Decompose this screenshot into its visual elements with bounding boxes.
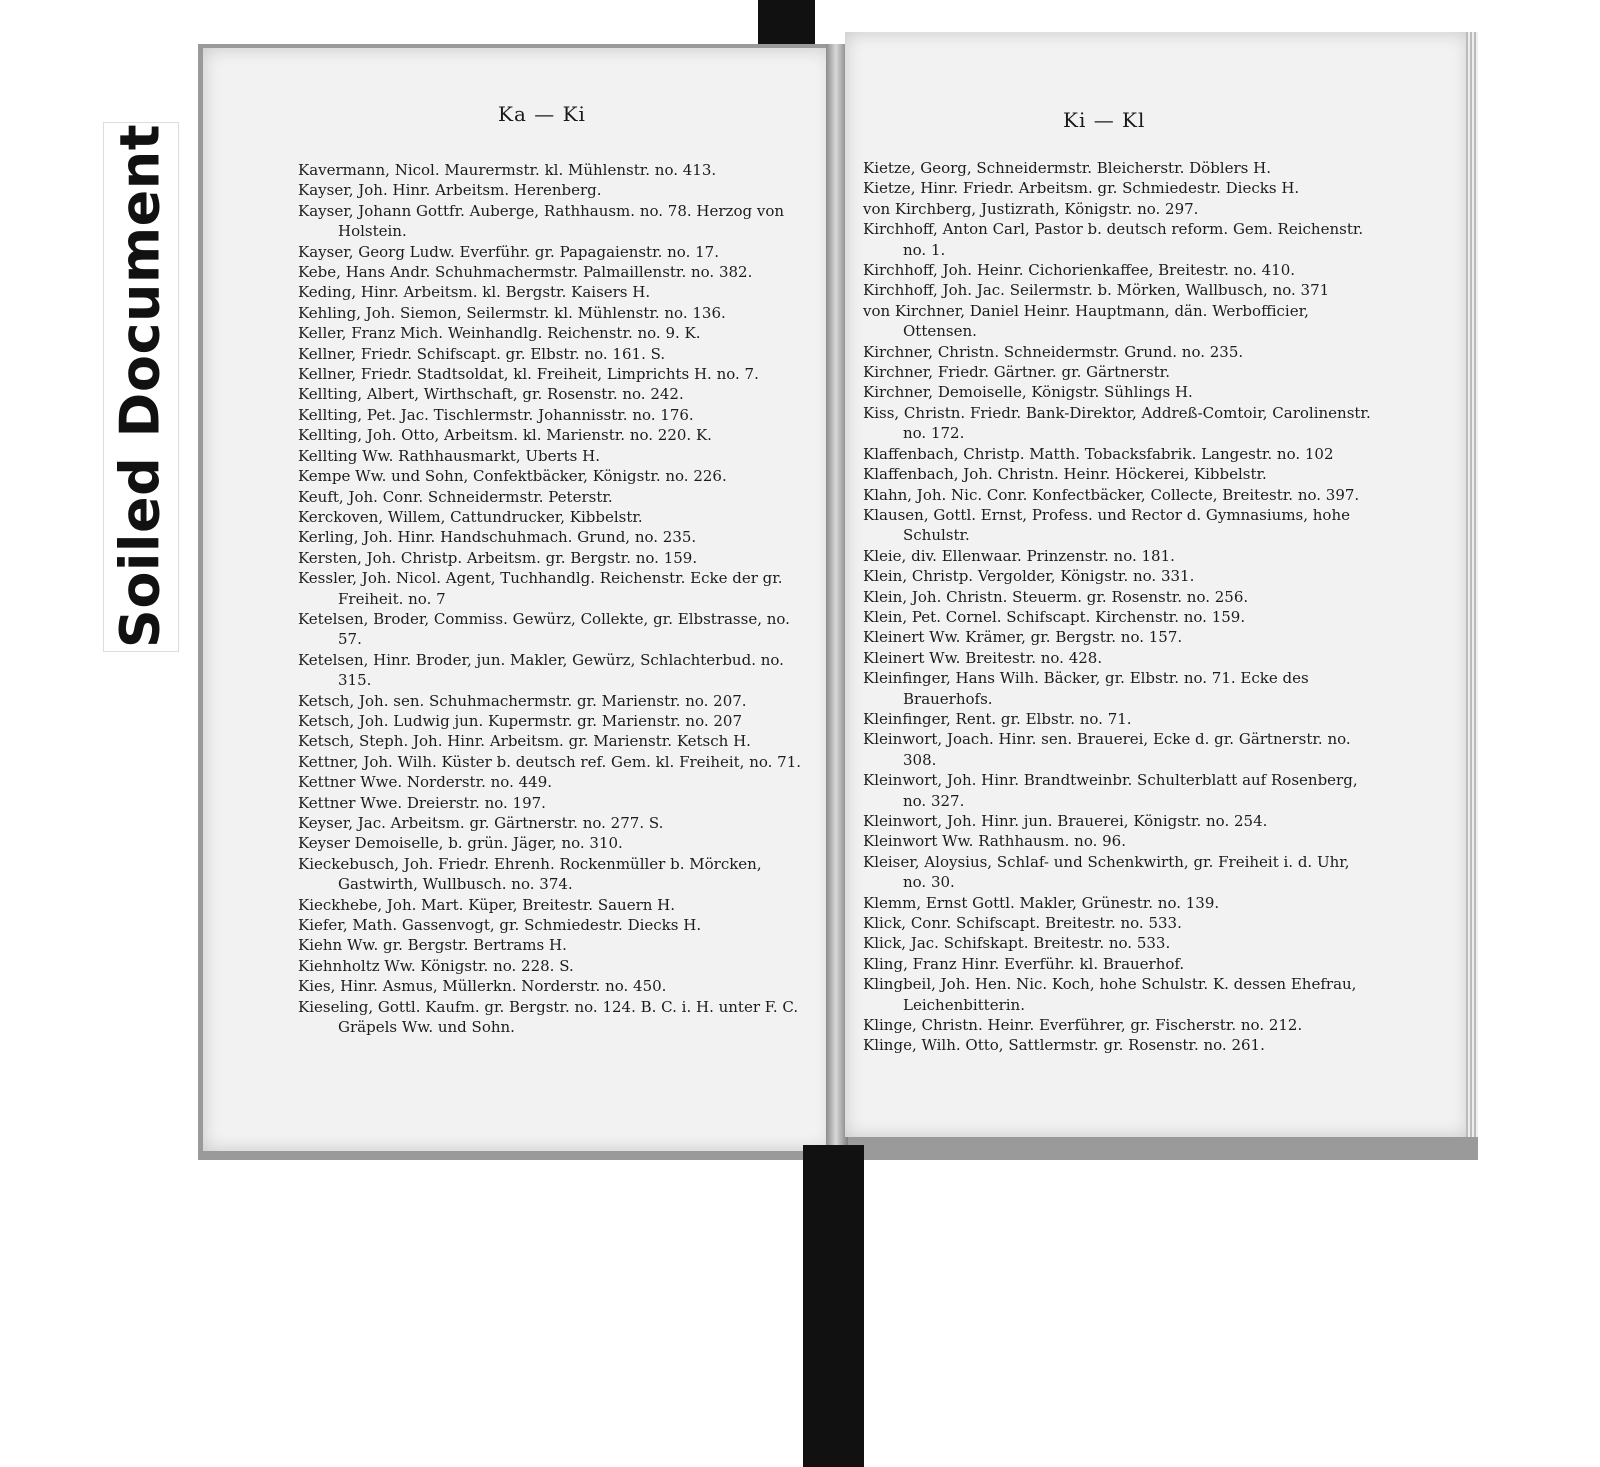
right-page (845, 32, 1469, 1137)
right-entry-list (863, 158, 1373, 1056)
directory-entry: Kleie, div. Ellenwaar. Prinzenstr. no. 181. (863, 546, 1175, 565)
directory-entry: von Kirchner, Daniel Heinr. Hauptmann, dän. Werbofficier, Ottensen. (863, 301, 1309, 341)
directory-entry: Keller, Franz Mich. Weinhandlg. Reichenstr. no. 9. K. (298, 324, 701, 343)
page-edges (1466, 32, 1478, 1137)
directory-entry: Kellner, Friedr. Stadtsoldat, kl. Freiheit, Limprichts H. no. 7. (298, 365, 759, 384)
directory-entry: Keuft, Joh. Conr. Schneidermstr. Peterstr. (298, 487, 613, 506)
directory-entry: Kieckebusch, Joh. Friedr. Ehrenh. Rockenmüller b. Mörcken, Gastwirth, Wullbusch. no. 374. (298, 854, 762, 894)
directory-entry: Klein, Pet. Cornel. Schifscapt. Kirchenstr. no. 159. (863, 607, 1246, 626)
directory-entry: Kehling, Joh. Siemon, Seilermstr. kl. Mühlenstr. no. 136. (298, 303, 726, 322)
directory-entry: Kellner, Friedr. Schifscapt. gr. Elbstr. no. 161. S. (298, 344, 666, 363)
directory-entry: Kleinwort Ww. Rathhausm. no. 96. (863, 832, 1126, 851)
directory-entry: Kietze, Hinr. Friedr. Arbeitsm. gr. Schmiedestr. Diecks H. (863, 179, 1300, 198)
directory-entry: Kirchner, Christn. Schneidermstr. Grund. no. 235. (863, 342, 1244, 361)
directory-entry: von Kirchberg, Justizrath, Königstr. no. 297. (863, 199, 1199, 218)
directory-entry: Kettner Wwe. Norderstr. no. 449. (298, 773, 553, 792)
directory-entry: Kellting, Pet. Jac. Tischlermstr. Johannisstr. no. 176. (298, 405, 694, 424)
directory-entry: Ketelsen, Broder, Commiss. Gewürz, Collekte, gr. Elbstrasse, no. 57. (298, 609, 790, 649)
directory-entry: Kellting, Albert, Wirthschaft, gr. Rosenstr. no. 242. (298, 385, 684, 404)
directory-entry: Klaffenbach, Christp. Matth. Tobacksfabrik. Langestr. no. 102 (863, 444, 1334, 463)
directory-entry: Ketelsen, Hinr. Broder, jun. Makler, Gewürz, Schlachterbud. no. 315. (298, 650, 784, 690)
directory-entry: Kleinwort, Joach. Hinr. sen. Brauerei, Ecke d. gr. Gärtnerstr. no. 308. (863, 730, 1351, 769)
directory-entry: Kleinwort, Joh. Hinr. Brandtweinbr. Schulterblatt auf Rosenberg, no. 327. (863, 771, 1358, 810)
directory-entry: Klinge, Wilh. Otto, Sattlermstr. gr. Rosenstr. no. 261. (863, 1036, 1265, 1055)
directory-entry: Kies, Hinr. Asmus, Müllerkn. Norderstr. no. 450. (298, 977, 667, 996)
directory-entry: Kleiser, Aloysius, Schlaf- und Schenkwirth, gr. Freiheit i. d. Uhr, no. 30. (863, 852, 1350, 892)
directory-entry: Kleinfinger, Hans Wilh. Bäcker, gr. Elbstr. no. 71. Ecke des Brauerhofs. (863, 669, 1309, 708)
directory-entry: Klein, Joh. Christn. Steuerm. gr. Rosenstr. no. 256. (863, 587, 1249, 606)
binding-strip-bottom (803, 1145, 864, 1467)
directory-entry: Kebe, Hans Andr. Schuhmachermstr. Palmaillenstr. no. 382. (298, 263, 753, 282)
directory-entry: Kellting Ww. Rathhausmarkt, Uberts H. (298, 446, 600, 465)
directory-entry: Klick, Jac. Schifskapt. Breitestr. no. 533. (863, 934, 1171, 953)
directory-entry: Keding, Hinr. Arbeitsm. kl. Bergstr. Kaisers H. (298, 283, 651, 302)
directory-entry: Klingbeil, Joh. Hen. Nic. Koch, hohe Schulstr. K. dessen Ehefrau, Leichenbitterin. (863, 975, 1357, 1014)
directory-entry: Kiehn Ww. gr. Bergstr. Bertrams H. (298, 936, 567, 955)
directory-entry: Kieseling, Gottl. Kaufm. gr. Bergstr. no. 124. B. C. i. H. unter F. C. Gräpels Ww. und Sohn. (298, 997, 799, 1037)
directory-entry: Kerling, Joh. Hinr. Handschuhmach. Grund, no. 235. (298, 528, 697, 547)
directory-entry: Kempe Ww. und Sohn, Confektbäcker, Königstr. no. 226. (298, 467, 727, 486)
directory-entry: Kiss, Christn. Friedr. Bank-Direktor, Addreß-Comtoir, Carolinenstr. no. 172. (863, 403, 1371, 443)
directory-entry: Kleinfinger, Rent. gr. Elbstr. no. 71. (863, 709, 1132, 728)
left-page-header: Ka — Ki (498, 102, 586, 126)
directory-entry: Kayser, Georg Ludw. Everführ. gr. Papagaienstr. no. 17. (298, 242, 719, 261)
directory-entry: Kellting, Joh. Otto, Arbeitsm. kl. Marienstr. no. 220. K. (298, 426, 712, 445)
directory-entry: Kettner Wwe. Dreierstr. no. 197. (298, 793, 546, 812)
directory-entry: Ketsch, Joh. sen. Schuhmachermstr. gr. Marienstr. no. 207. (298, 691, 747, 710)
directory-entry: Kiefer, Math. Gassenvogt, gr. Schmiedestr. Diecks H. (298, 916, 702, 935)
directory-entry: Kavermann, Nicol. Maurermstr. kl. Mühlenstr. no. 413. (298, 161, 717, 179)
directory-entry: Kirchner, Demoiselle, Königstr. Sühlings H. (863, 383, 1193, 402)
directory-entry: Kersten, Joh. Christp. Arbeitsm. gr. Bergstr. no. 159. (298, 548, 698, 567)
directory-entry: Klahn, Joh. Nic. Conr. Konfectbäcker, Collecte, Breitestr. no. 397. (863, 485, 1360, 504)
directory-entry: Klick, Conr. Schifscapt. Breitestr. no. 533. (863, 914, 1182, 933)
directory-entry: Keyser Demoiselle, b. grün. Jäger, no. 310. (298, 834, 623, 853)
directory-entry: Klaffenbach, Joh. Christn. Heinr. Höckerei, Kibbelstr. (863, 465, 1267, 484)
left-entry-list (298, 160, 808, 1037)
directory-entry: Kirchhoff, Joh. Jac. Seilermstr. b. Mörken, Wallbusch, no. 371 (863, 281, 1330, 300)
directory-entry: Kayser, Joh. Hinr. Arbeitsm. Herenberg. (298, 181, 602, 200)
directory-entry: Kieckhebe, Joh. Mart. Küper, Breitestr. Sauern H. (298, 895, 676, 914)
directory-entry: Keyser, Jac. Arbeitsm. gr. Gärtnerstr. no. 277. S. (298, 814, 664, 832)
directory-entry: Kleinert Ww. Krämer, gr. Bergstr. no. 157. (863, 628, 1183, 647)
directory-entry: Kling, Franz Hinr. Everführ. kl. Brauerhof. (863, 954, 1185, 973)
right-page-header: Ki — Kl (1063, 108, 1146, 132)
directory-entry: Kleinwort, Joh. Hinr. jun. Brauerei, Königstr. no. 254. (863, 812, 1268, 830)
directory-entry: Kerckoven, Willem, Cattundrucker, Kibbelstr. (298, 507, 643, 526)
directory-entry: Ketsch, Steph. Joh. Hinr. Arbeitsm. gr. Marienstr. Ketsch H. (298, 732, 751, 751)
directory-entry: Kirchhoff, Anton Carl, Pastor b. deutsch reform. Gem. Reichenstr. no. 1. (863, 220, 1364, 259)
left-page (203, 48, 833, 1151)
soiled-document-label: Soiled Document (108, 123, 172, 649)
directory-entry: Kettner, Joh. Wilh. Küster b. deutsch ref. Gem. kl. Freiheit, no. 71. (298, 752, 802, 771)
directory-entry: Ketsch, Joh. Ludwig jun. Kupermstr. gr. Marienstr. no. 207 (298, 711, 743, 730)
directory-entry: Klein, Christp. Vergolder, Königstr. no. 331. (863, 567, 1195, 586)
directory-entry: Klausen, Gottl. Ernst, Profess. und Rector d. Gymnasiums, hohe Schulstr. (863, 505, 1351, 545)
binding-strip-top (758, 0, 815, 48)
directory-entry: Klemm, Ernst Gottl. Makler, Grünestr. no. 139. (863, 893, 1220, 912)
directory-entry: Kleinert Ww. Breitestr. no. 428. (863, 648, 1103, 667)
directory-entry: Kessler, Joh. Nicol. Agent, Tuchhandlg. Reichenstr. Ecke der gr. Freiheit. no. 7 (298, 569, 783, 608)
directory-entry: Klinge, Christn. Heinr. Everführer, gr. Fischerstr. no. 212. (863, 1016, 1303, 1035)
directory-entry: Kirchner, Friedr. Gärtner. gr. Gärtnerstr. (863, 363, 1170, 382)
directory-entry: Kietze, Georg, Schneidermstr. Bleicherstr. Döblers H. (863, 159, 1271, 177)
directory-entry: Kiehnholtz Ww. Königstr. no. 228. S. (298, 956, 574, 975)
directory-entry: Kirchhoff, Joh. Heinr. Cichorienkaffee, Breitestr. no. 410. (863, 261, 1296, 280)
directory-entry: Kayser, Johann Gottfr. Auberge, Rathhausm. no. 78. Herzog von Holstein. (298, 201, 785, 241)
